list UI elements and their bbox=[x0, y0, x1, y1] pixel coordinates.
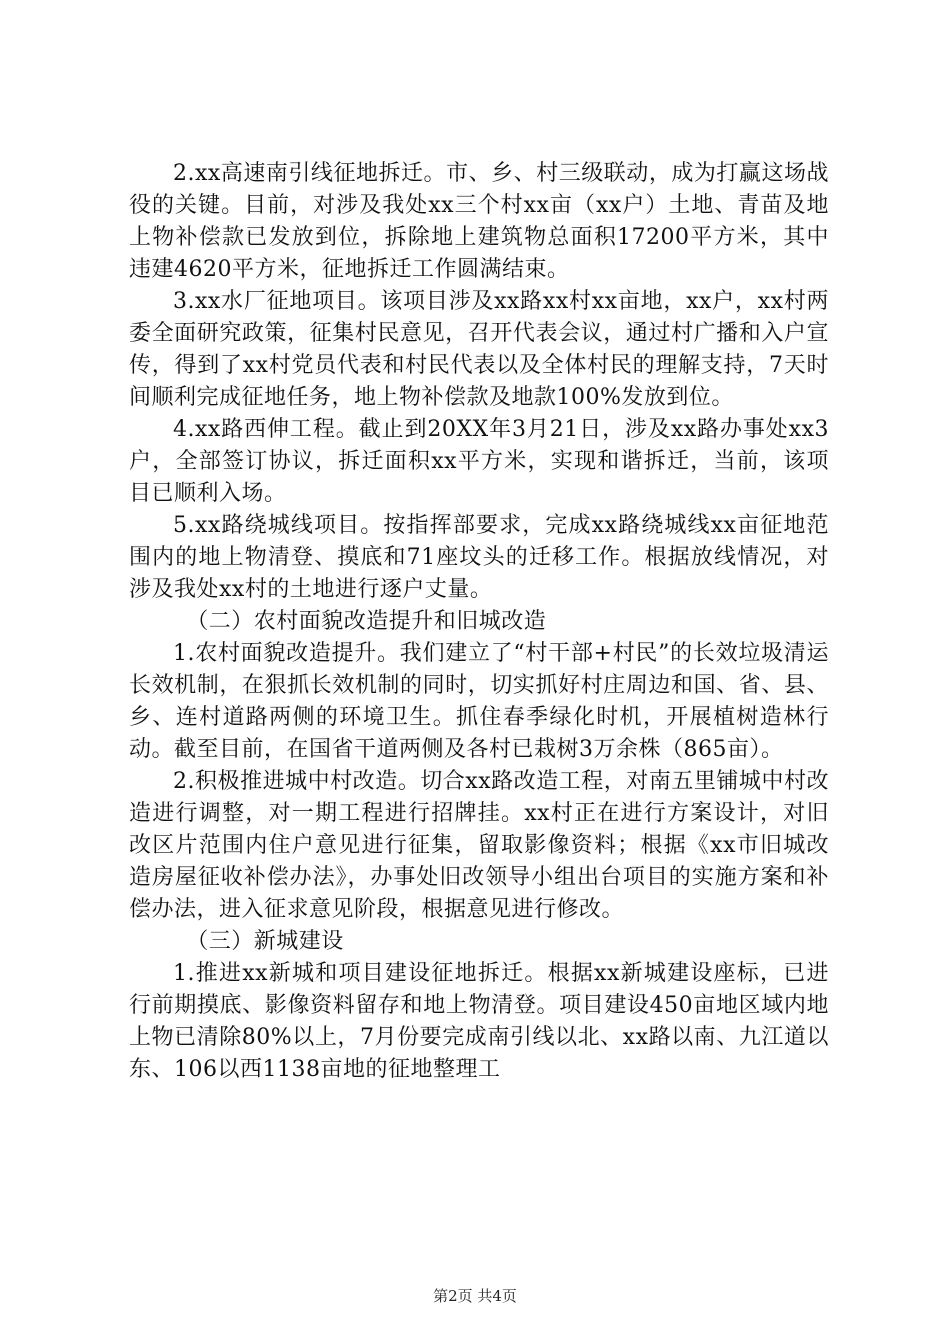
paragraph-urban-village-renovation: 2.积极推进城中村改造。切合xx路改造工程，对南五里铺城中村改造进行调整，对一期工程进行招牌挂。xx村正在进行方案设计，对旧改区片范围内住户意见进行征集，留取影像资料；根据《xx市旧城改造房屋征收补偿办法》，办事处旧改领导小组出台项目的实施方案和补偿办法，进入征求意见阶段，根据意见进行修改。 bbox=[129, 769, 829, 922]
paragraph-new-city-land-acquisition: 1.推进xx新城和项目建设征地拆迁。根据xx新城建设座标，已进行前期摸底、影像资料留存和地上物清登。项目建设450亩地区域内地上物已清除80%以上，7月份要完成南引线以北、xx路以南、九江道以东、106以西1138亩地的征地整理工 bbox=[129, 961, 829, 1082]
paragraph-waterworks-project: 3.xx水厂征地项目。该项目涉及xx路xx村xx亩地，xx户，xx村两委全面研究政策，征集村民意见，召开代表会议，通过村广播和入户宣传，得到了xx村党员代表和村民代表以及全体村民的理解支持，7天时间顺利完成征地任务，地上物补偿款及地款100%发放到位。 bbox=[129, 289, 829, 410]
page-number-footer: 第2页 共4页 bbox=[433, 1287, 517, 1305]
paragraph-ring-road-project: 5.xx路绕城线项目。按指挥部要求，完成xx路绕城线xx亩征地范围内的地上物清登、摸底和71座坟头的迁移工作。根据放线情况，对涉及我处xx村的土地进行逐户丈量。 bbox=[129, 513, 829, 602]
section-heading-new-city: （三）新城建设 bbox=[186, 929, 344, 954]
paragraph-rural-upgrade: 1.农村面貌改造提升。我们建立了“村干部+村民”的长效垃圾清运长效机制，在狠抓长效机制的同时，切实抓好村庄周边和国、省、县、乡、连村道路两侧的环境卫生。抓住春季绿化时机，开展植树造林行动。截至目前，在国省干道两侧及各村已栽树3万余株（865亩）。 bbox=[129, 641, 829, 762]
paragraph-road-extension: 4.xx路西伸工程。截止到20XX年3月21日，涉及xx路办事处xx3户，全部签订协议，拆迁面积xx平方米，实现和谐拆迁，当前，该项目已顺利入场。 bbox=[129, 417, 829, 506]
paragraph-highway-land-acquisition: 2.xx高速南引线征地拆迁。市、乡、村三级联动，成为打赢这场战役的关键。目前，对涉及我处xx三个村xx亩（xx户）土地、青苗及地上物补偿款已发放到位，拆除地上建筑物总面积17200平方米，其中违建4620平方米，征地拆迁工作圆满结束。 bbox=[129, 161, 829, 282]
document-body bbox=[129, 158, 829, 1086]
section-heading-rural-renovation: （二）农村面貌改造提升和旧城改造 bbox=[186, 609, 547, 634]
